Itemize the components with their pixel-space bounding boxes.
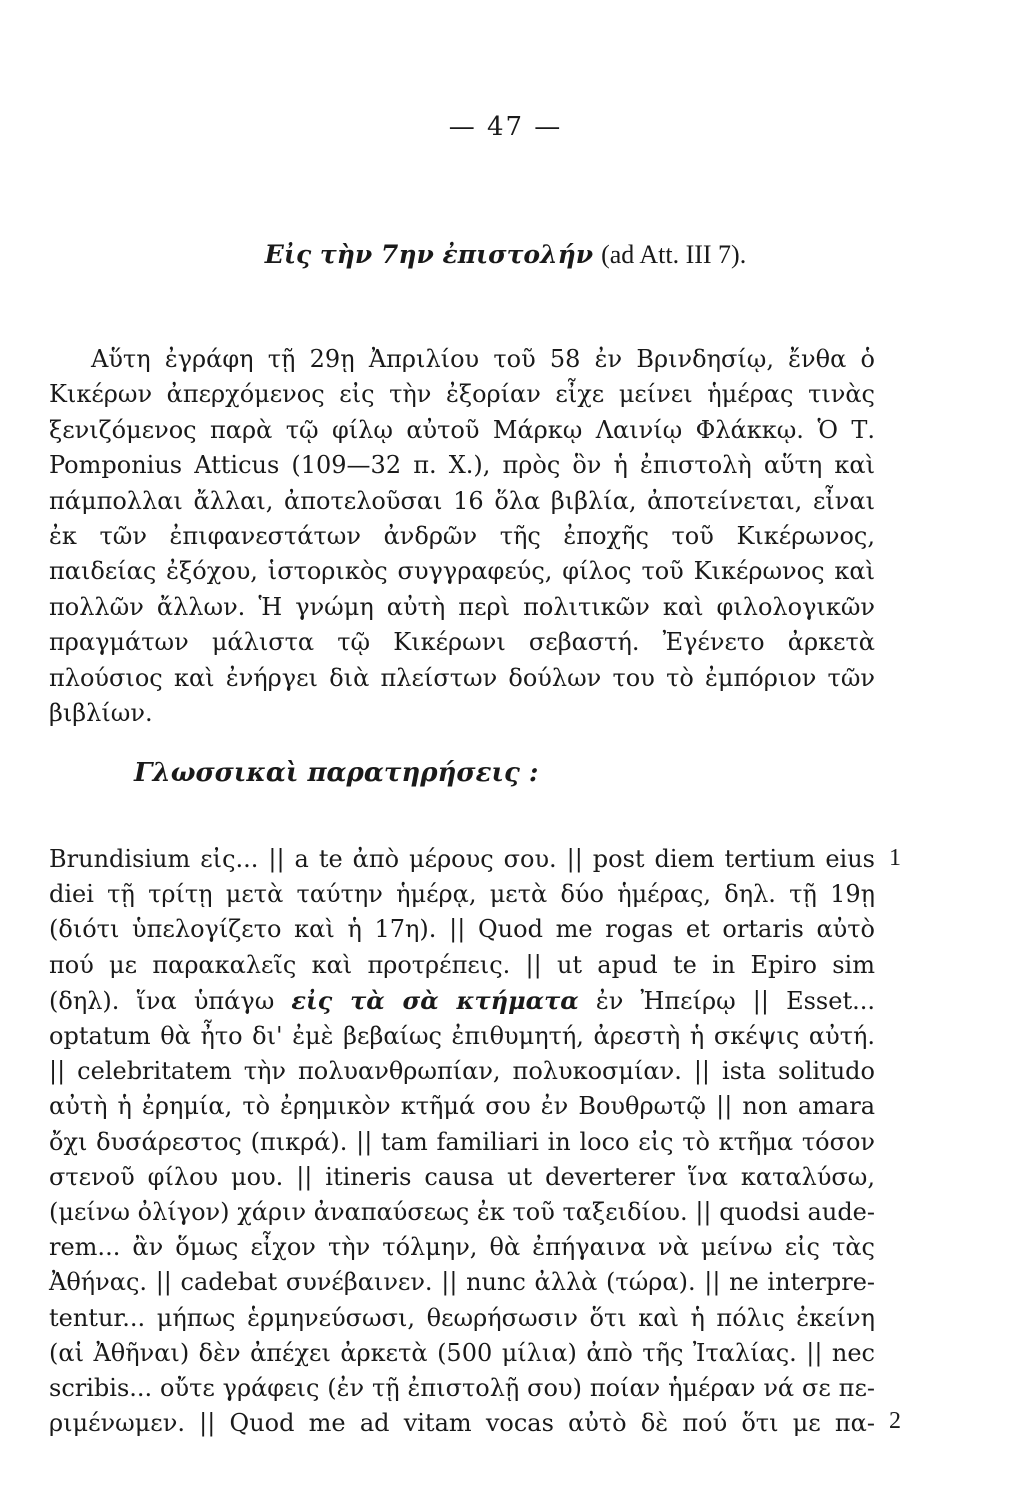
notes-paragraph bbox=[49, 842, 875, 1441]
margin-line-number: 1 bbox=[889, 845, 901, 871]
notes-line: tentur... μήπως ἑρμηνεύσωσι, θεωρήσωσιν ὅτι καὶ ἡ πόλις ἐκείνη bbox=[49, 1303, 875, 1332]
notes-line: rem... ἂν ὅμως εἶχον τὴν τόλμην, θὰ ἐπήγαινα νὰ μείνω εἰς τὰς bbox=[49, 1233, 875, 1262]
notes-line: Ἀθήνας. || cadebat συνέβαινεν. || nunc ἀλλὰ (τώρα). || ne interpre- bbox=[49, 1268, 875, 1297]
notes-line: diei τῇ τρίτῃ μετὰ ταύτην ἡμέρᾳ, μετὰ δύο ἡμέρας, δηλ. τῇ 19ῃ bbox=[49, 880, 875, 909]
notes-line: (διότι ὑπελογίζετο καὶ ἡ 17η). || Quod me rogas et ortaris αὐτὸ bbox=[49, 915, 875, 944]
notes-line-start: (δηλ). ἵνα ὑπάγω bbox=[49, 986, 275, 1015]
section-heading: Γλωσσικαὶ παρατηρήσεις : bbox=[134, 758, 539, 788]
notes-line: scribis... οὔτε γράφεις (ἐν τῇ ἐπιστολῇ σου) ποίαν ἡμέραν νά σε πε- bbox=[49, 1374, 875, 1403]
margin-line-number: 2 bbox=[889, 1408, 901, 1434]
notes-line: αὐτὴ ἡ ἐρημία, τὸ ἐρημικὸν κτῆμά σου ἐν Βουθρωτῷ || non amara bbox=[49, 1092, 875, 1121]
notes-line-with-emphasis bbox=[49, 983, 875, 1019]
notes-line: ριμένωμεν. || Quod me ad vitam vocas αὐτὸ δὲ πού ὅτι με πα- bbox=[49, 1409, 875, 1438]
letter-heading-title: Εἰς τὴν 7ην ἐπιστολήν bbox=[264, 240, 594, 269]
notes-line: (αἱ Ἀθῆναι) δὲν ἀπέχει ἀρκετὰ (500 μίλια) ἀπὸ τῆς Ἰταλίας. || nec bbox=[49, 1338, 875, 1367]
letter-heading-reference: (ad Att. III 7). bbox=[601, 240, 747, 269]
letter-heading bbox=[0, 240, 1011, 270]
notes-line: πού με παρακαλεῖς καὶ προτρέπεις. || ut apud te in Epiro sim bbox=[49, 950, 875, 979]
notes-line-tail: ἐν Ἠπείρῳ || Esset... bbox=[595, 986, 875, 1015]
notes-line: || celebritatem τὴν πολυανθρωπίαν, πολυκοσμίαν. || ista solitudo bbox=[49, 1057, 875, 1086]
notes-line: optatum θὰ ἦτο δι' ἐμὲ βεβαίως ἐπιθυμητή, ἀρεστὴ ἡ σκέψις αὐτή. bbox=[49, 1022, 875, 1051]
notes-line: Brundisium εἰς... || a te ἀπὸ μέρους σου. || post diem tertium eius bbox=[49, 845, 875, 873]
notes-emphasis: εἰς τὰ σὰ κτήματα bbox=[291, 985, 579, 1015]
notes-line: ὄχι δυσάρεστος (πικρά). || tam familiari in loco εἰς τὸ κτῆμα τόσον bbox=[49, 1127, 875, 1156]
intro-paragraph: Αὕτη ἐγράφη τῇ 29ῃ Ἀπριλίου τοῦ 58 ἐν Βρινδησίῳ, ἔνθα ὁ Κικέρων ἀπερχόμενος εἰς τὴν ἐξορίαν εἶχε μείνει ἡμέρας τινὰς ξενιζόμενος παρὰ τῷ φίλῳ αὐτοῦ Μάρκῳ Λαινίῳ Φλάκκῳ. Ὁ Τ. Pomponius Atticus (109—32 π. Χ.), πρὸς ὃν ἡ ἐπιστολὴ αὕτη καὶ πάμπολλαι ἄλλαι, ἀποτελοῦσαι 16 ὅλα βιβλία, ἀποτείνεται, εἶναι ἐκ τῶν ἐπιφανεστάτων ἀνδρῶν τῆς ἐποχῆς τοῦ Κικέρωνος, παιδείας ἐξόχου, ἱστορικὸς συγγραφεύς, φίλος τοῦ Κικέρωνος καὶ πολλῶν ἄλλων. Ἡ γνώμη αὐτὴ περὶ πολιτικῶν καὶ φιλολογικῶν πραγμάτων μάλιστα τῷ Κικέρωνι σεβαστή. Ἐγένετο ἀρκετὰ πλούσιος καὶ ἐνήργει διὰ πλείστων δούλων του τὸ ἐμπόριον τῶν βιβλίων. bbox=[49, 345, 875, 728]
notes-line: στενοῦ φίλου μου. || itineris causa ut deverterer ἵνα καταλύσω, bbox=[49, 1162, 875, 1191]
notes-line: (μείνω ὀλίγον) χάριν ἀναπαύσεως ἐκ τοῦ ταξειδίου. || quodsi aude- bbox=[49, 1198, 875, 1227]
page-number: — 47 — bbox=[448, 112, 563, 142]
